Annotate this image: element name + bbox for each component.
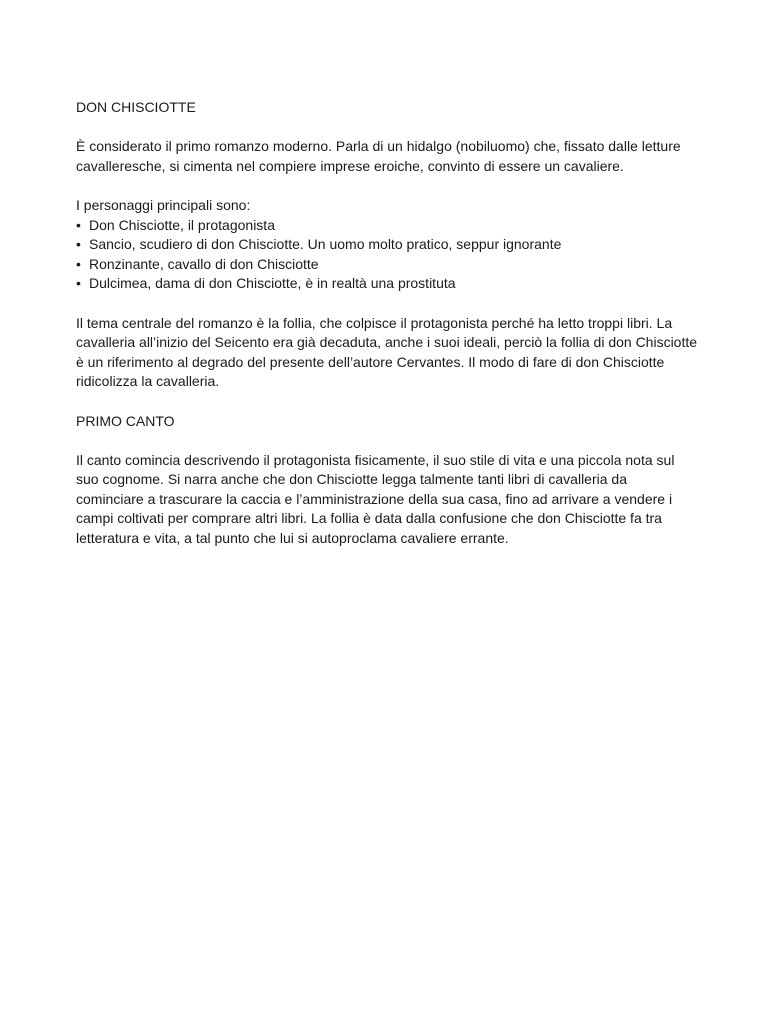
canto-line: suo cognome. Si narra anche che don Chisciotte legga talmente tanti libri di cavalleria da (76, 471, 627, 488)
intro-line: cavalleresche, si cimenta nel compiere imprese eroiche, convinto di essere un cavaliere. (76, 157, 624, 174)
list-item (76, 255, 696, 275)
section-title: PRIMO CANTO (76, 412, 175, 429)
intro-paragraph (76, 137, 696, 176)
theme-line: Il tema centrale del romanzo è la follia, che colpisce il protagonista perché ha letto troppi libri. La (76, 314, 673, 331)
canto-line: letteratura e vita, a tal punto che lui si autoproclama cavaliere errante. (76, 530, 509, 547)
canto-line: campi coltivati per comprare altri libri. La follia è data dalla confusione che don Chisciotte fa tra (76, 510, 662, 527)
list-item-text: Dulcimea, dama di don Chisciotte, è in realtà una prostituta (89, 275, 456, 292)
canto-line: cominciare a trascurare la caccia e l’amministrazione della sua casa, fino ad arrivare a vendere i (76, 490, 673, 507)
document-title: DON CHISCIOTTE (76, 99, 196, 115)
bullet-icon: • (76, 275, 81, 292)
theme-line: cavalleria all’inizio del Seicento era già decaduta, anche i suoi ideali, perciò la follia di don Chisciotte (76, 334, 698, 351)
list-item-text: Don Chisciotte, il protagonista (89, 216, 275, 233)
canto-paragraph (76, 451, 696, 549)
characters-list (76, 216, 696, 294)
theme-paragraph (76, 314, 696, 392)
theme-line: è un riferimento al degrado del presente dell’autore Cervantes. Il modo di fare di don Chisciotte (76, 353, 665, 370)
list-item (76, 274, 696, 294)
intro-line: È considerato il primo romanzo moderno. Parla di un hidalgo (nobiluomo) che, fissato dalle letture (76, 138, 681, 155)
list-item (76, 235, 696, 255)
list-item-text: Ronzinante, cavallo di don Chisciotte (89, 255, 319, 272)
bullet-icon: • (76, 255, 81, 272)
characters-section (76, 196, 696, 294)
document-body (76, 98, 696, 568)
characters-lead: I personaggi principali sono: (76, 196, 251, 213)
canto-line: Il canto comincia descrivendo il protagonista fisicamente, il suo stile di vita e una piccola nota sul (76, 451, 675, 468)
list-item-text: Sancio, scudiero di don Chisciotte. Un uomo molto pratico, seppur ignorante (89, 236, 562, 253)
bullet-icon: • (76, 216, 81, 233)
list-item (76, 216, 696, 236)
bullet-icon: • (76, 236, 81, 253)
theme-line: ridicolizza la cavalleria. (76, 373, 220, 390)
